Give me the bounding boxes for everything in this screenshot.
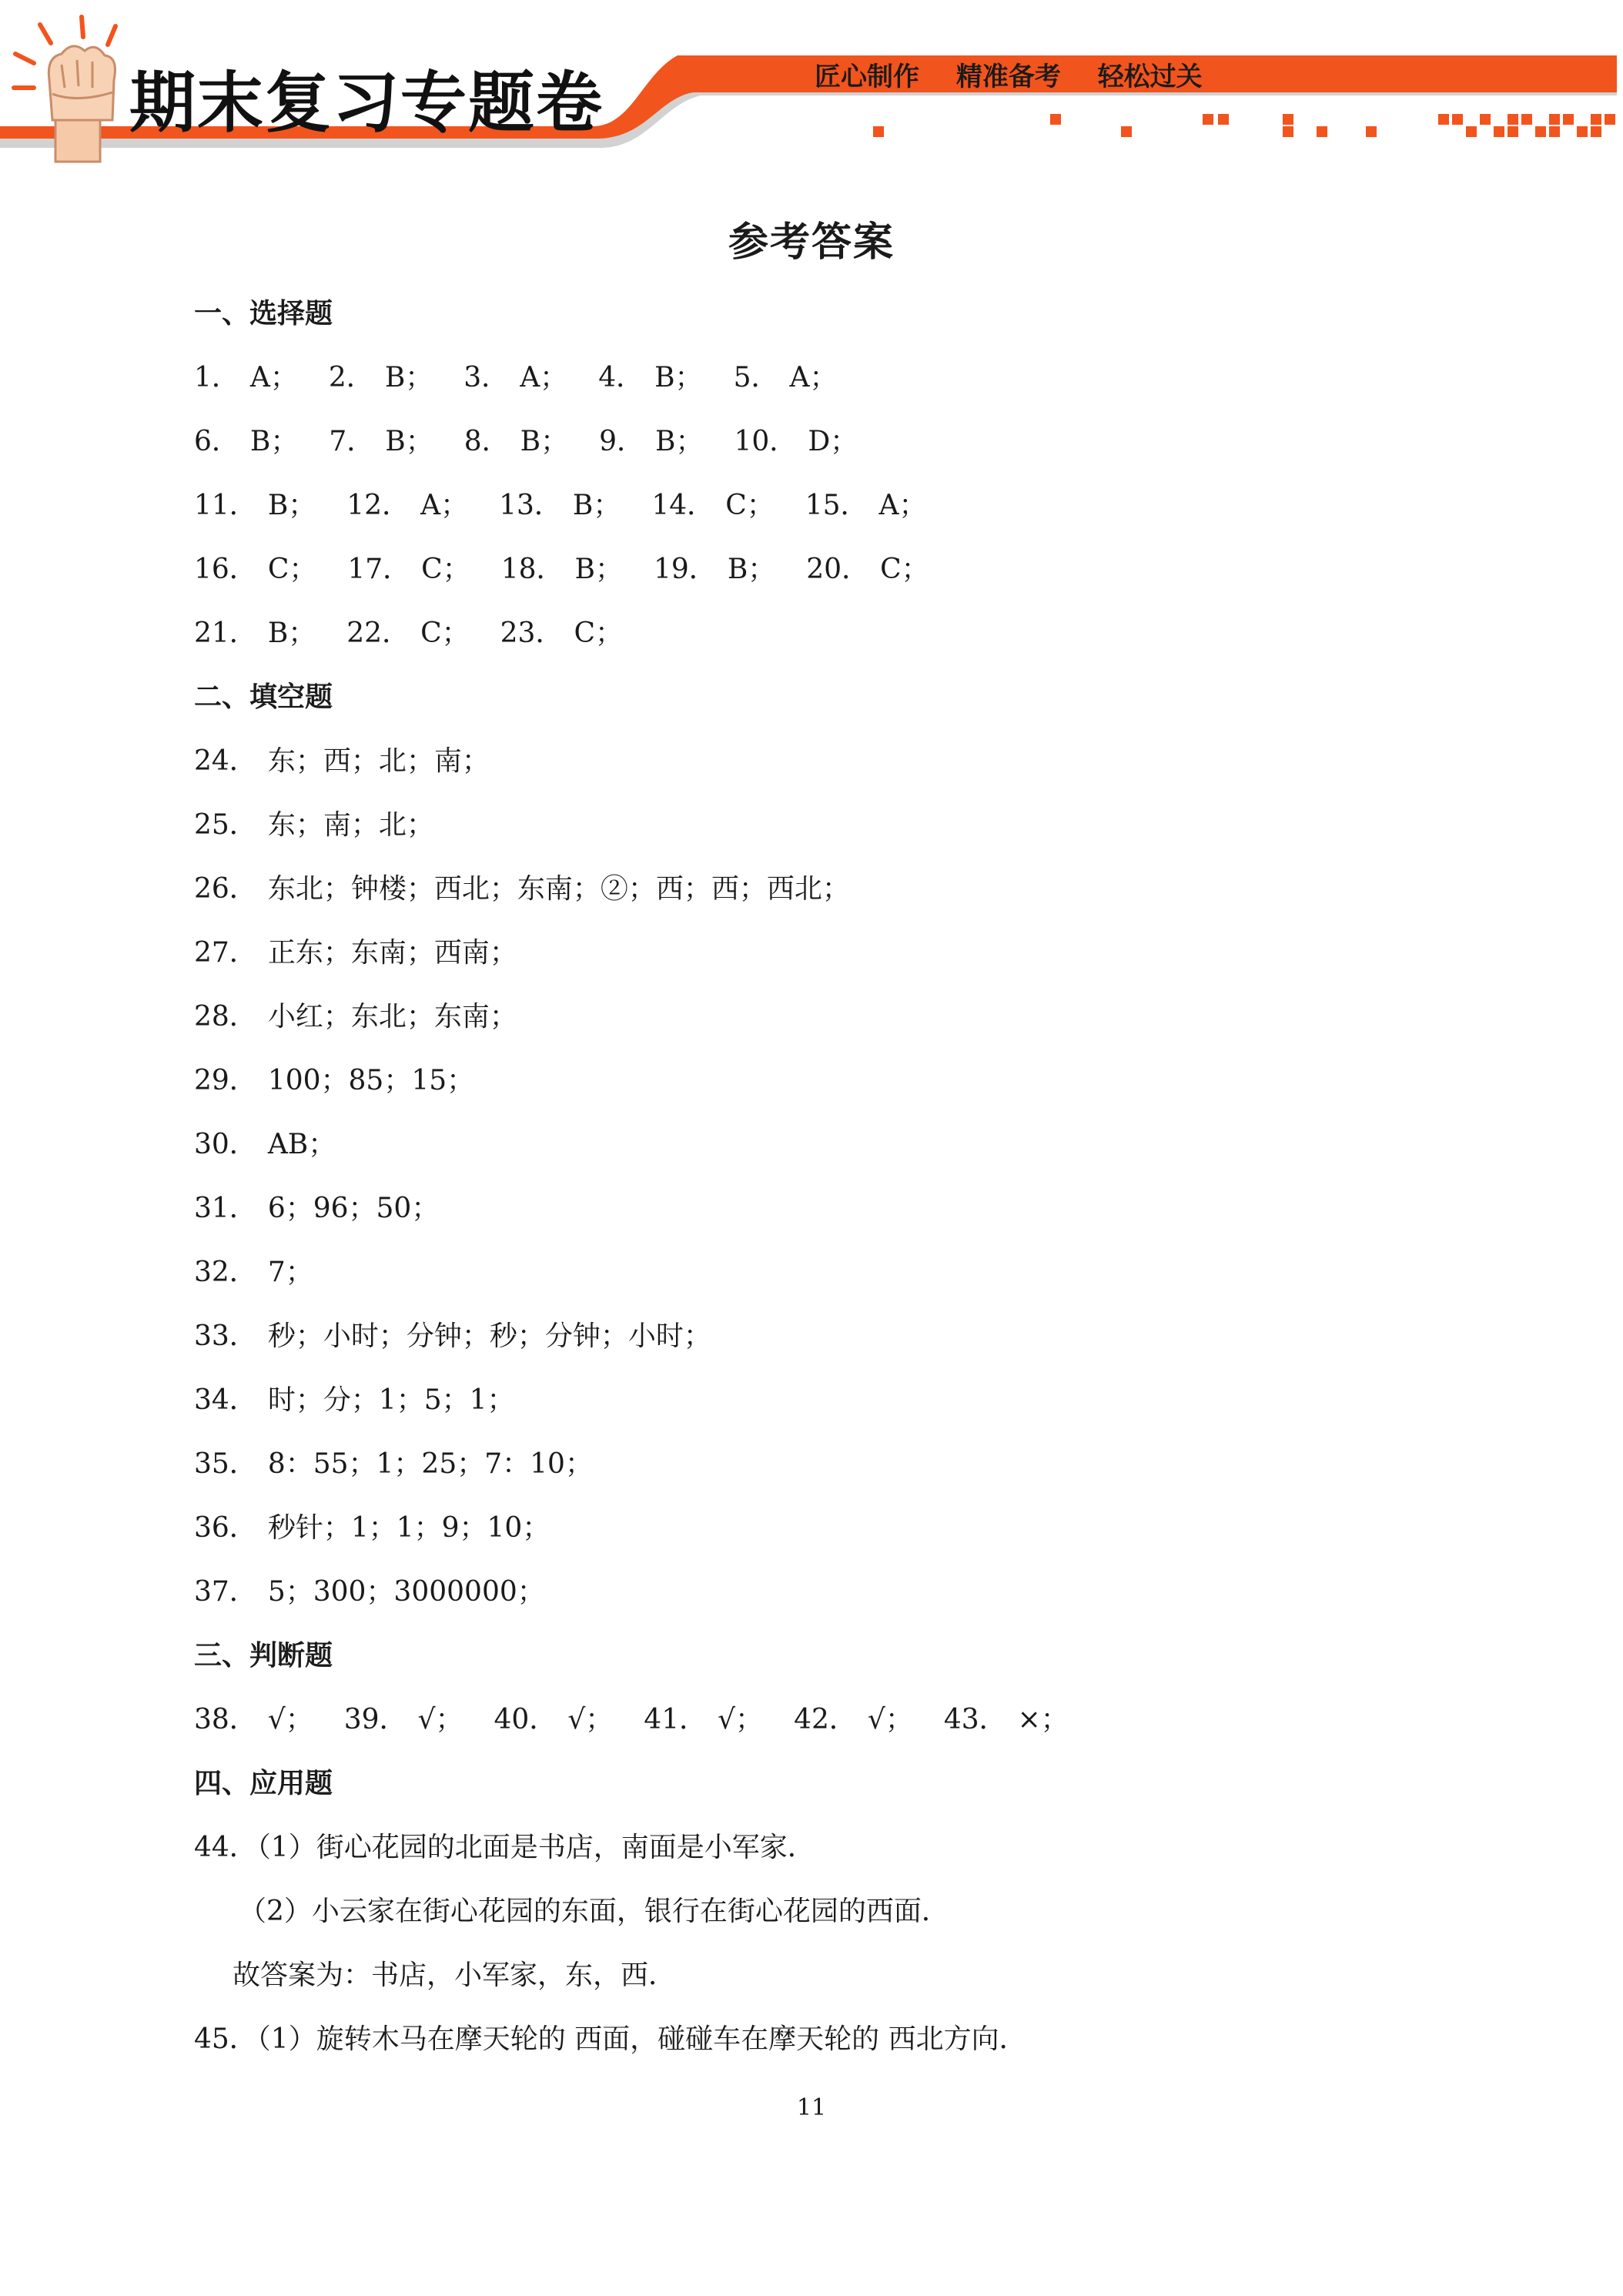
answer-value: D； xyxy=(808,426,858,457)
answer-value: B； xyxy=(520,426,569,457)
answer-item xyxy=(346,484,468,527)
answer-value: 7； xyxy=(267,1257,313,1288)
choice-answers xyxy=(194,356,1503,676)
choice-row xyxy=(194,612,1503,676)
answer-value: 正东；东南；西南； xyxy=(267,937,517,969)
answer-value: A； xyxy=(789,362,838,393)
answer-item xyxy=(734,356,838,400)
brand-title: 期末复习专题卷 xyxy=(129,65,604,142)
fill-row xyxy=(194,1187,1503,1251)
answer-item xyxy=(494,1699,614,1742)
answer-value: B； xyxy=(655,426,704,457)
choice-row xyxy=(194,484,1503,548)
section-heading-judge: 三、判断题 xyxy=(194,1640,333,1672)
answer-value: 时；分；1；5；1； xyxy=(267,1384,515,1416)
answer-item xyxy=(194,612,316,655)
answer-item xyxy=(644,1699,763,1742)
answer-value: √； xyxy=(417,1704,463,1735)
answer-value: B； xyxy=(727,554,776,585)
answer-item xyxy=(194,420,298,464)
question-number: 19． xyxy=(654,554,717,585)
page-header xyxy=(0,0,1623,177)
fill-row xyxy=(194,996,1503,1059)
question-number: 32． xyxy=(194,1257,257,1288)
choice-row xyxy=(194,548,1503,612)
question-number: 10． xyxy=(734,426,798,457)
question-number: 31． xyxy=(194,1193,257,1224)
fill-answers xyxy=(194,740,1503,1635)
answer-value: B； xyxy=(385,426,433,457)
answer-item xyxy=(794,1699,913,1742)
answer-line: 44．（1）街心花园的北面是书店，南面是小军家． xyxy=(194,1832,815,1863)
question-number: 12． xyxy=(346,490,410,521)
fill-row xyxy=(194,1059,1503,1123)
question-number: 3． xyxy=(463,362,510,393)
answer-value: B； xyxy=(654,362,703,393)
question-number: 2． xyxy=(328,362,374,393)
answer-item xyxy=(346,612,469,655)
answer-value: 秒针；1；1；9；10； xyxy=(267,1512,550,1544)
answer-value: 秒；小时；分钟；秒；分钟；小时； xyxy=(267,1320,711,1352)
answer-item xyxy=(344,1699,463,1742)
answer-item xyxy=(599,420,703,464)
answer-value: √； xyxy=(867,1704,913,1735)
question-number: 13． xyxy=(499,490,562,521)
question-number: 40． xyxy=(494,1704,557,1735)
fill-row xyxy=(194,1443,1503,1507)
question-number: 21． xyxy=(194,618,257,649)
choice-row xyxy=(194,420,1503,484)
question-number: 20． xyxy=(806,554,870,585)
question-number: 39． xyxy=(343,1704,407,1735)
question-number: 7． xyxy=(329,426,375,457)
slogan-item: 轻松过关 xyxy=(1097,62,1203,92)
answer-item xyxy=(806,548,929,591)
answer-item xyxy=(651,484,774,527)
question-number: 35． xyxy=(194,1448,257,1480)
question-number: 42． xyxy=(794,1704,857,1735)
answer-value: C； xyxy=(267,554,317,585)
answer-item xyxy=(598,356,702,400)
answer-value: 小红；东北；东南； xyxy=(267,1001,517,1033)
question-number: 9． xyxy=(599,426,645,457)
answer-value: C； xyxy=(880,554,929,585)
section-heading-apply: 四、应用题 xyxy=(194,1768,333,1799)
question-number: 15． xyxy=(805,490,868,521)
answer-item xyxy=(194,548,316,591)
question-number: 41． xyxy=(644,1704,708,1735)
page-number: 11 xyxy=(796,2094,827,2121)
answer-value: A； xyxy=(249,362,298,393)
answer-value: 东；西；北；南； xyxy=(267,745,490,777)
answer-item xyxy=(944,1699,1069,1742)
answer-line: 45．（1）旋转木马在摩天轮的 西面，碰碰车在摩天轮的 西北方向． xyxy=(194,2023,1027,2055)
choice-row xyxy=(194,356,1503,420)
answer-item xyxy=(329,420,433,464)
answer-value: C； xyxy=(725,490,775,521)
answer-value: B； xyxy=(572,490,621,521)
answer-value: C； xyxy=(420,618,470,649)
answer-value: √； xyxy=(267,1704,313,1735)
question-number: 22． xyxy=(346,618,410,649)
fill-row xyxy=(194,1379,1503,1443)
question-number: 27． xyxy=(194,937,257,969)
answer-value: C； xyxy=(421,554,470,585)
question-number: 11． xyxy=(194,490,257,521)
answer-value: √； xyxy=(567,1704,614,1735)
answer-item xyxy=(735,420,858,464)
answer-value: 东；南；北； xyxy=(267,809,434,841)
answer-item xyxy=(463,356,567,400)
answer-item xyxy=(500,612,623,655)
answer-value: B； xyxy=(384,362,433,393)
question-number: 16． xyxy=(194,554,257,585)
section-heading-fill: 二、填空题 xyxy=(194,681,333,713)
document-title: 参考答案 xyxy=(728,219,895,266)
question-number: 26． xyxy=(194,873,257,905)
slogan-item: 匠心制作 xyxy=(815,62,919,92)
answer-value: C； xyxy=(574,618,623,649)
fill-row xyxy=(194,868,1503,932)
answer-item xyxy=(805,484,927,527)
fill-row xyxy=(194,1123,1503,1187)
answer-item xyxy=(501,548,623,591)
question-number: 30． xyxy=(194,1129,257,1160)
answer-value: A； xyxy=(520,362,568,393)
answer-item xyxy=(194,356,298,400)
question-number: 5． xyxy=(733,362,779,393)
answer-content xyxy=(194,293,1503,2082)
answer-item xyxy=(194,1699,313,1742)
question-number: 29． xyxy=(194,1065,257,1096)
answer-value: A； xyxy=(420,490,469,521)
fill-row xyxy=(194,932,1503,996)
question-number: 18． xyxy=(500,554,564,585)
judge-answers xyxy=(194,1699,1503,1762)
fill-row xyxy=(194,740,1503,804)
question-number: 1． xyxy=(194,362,239,393)
slogan-item: 精准备考 xyxy=(955,62,1061,92)
fill-row xyxy=(194,1507,1503,1571)
question-number: 24． xyxy=(194,745,257,777)
answer-item xyxy=(347,548,470,591)
question-number: 37． xyxy=(194,1576,257,1608)
answer-value: A； xyxy=(878,490,927,521)
fill-row xyxy=(194,1251,1503,1315)
answer-value: AB； xyxy=(267,1129,336,1160)
answer-value: B； xyxy=(267,490,316,521)
answer-value: B； xyxy=(267,618,316,649)
question-number: 23． xyxy=(500,618,564,649)
answer-value: 东北；钟楼；西北；东南；②；西；西；西北； xyxy=(267,873,850,905)
answer-item xyxy=(654,548,775,591)
question-number: 17． xyxy=(347,554,411,585)
answer-value: 5；300；3000000； xyxy=(267,1576,545,1608)
answer-value: 8：55；1；25；7：10； xyxy=(267,1448,593,1480)
question-number: 28． xyxy=(194,1001,257,1033)
section-heading-choice: 一、选择题 xyxy=(194,298,333,330)
question-number: 34． xyxy=(194,1384,257,1416)
answer-value: B； xyxy=(249,426,299,457)
answer-value: ×； xyxy=(1017,1704,1069,1735)
question-number: 14． xyxy=(651,490,715,521)
fist-icon xyxy=(38,34,123,165)
fill-row xyxy=(194,1571,1503,1635)
question-number: 36． xyxy=(194,1512,257,1544)
answer-value: B； xyxy=(574,554,623,585)
fill-row xyxy=(194,1315,1503,1379)
question-number: 38． xyxy=(194,1704,257,1735)
answer-value: √； xyxy=(718,1704,764,1735)
answer-line: 故答案为：书店，小军家，东，西． xyxy=(233,1960,677,1991)
question-number: 33． xyxy=(194,1320,257,1352)
question-number: 43． xyxy=(943,1704,1007,1735)
question-number: 6． xyxy=(194,426,239,457)
question-number: 25． xyxy=(194,809,257,841)
answer-line: （2）小云家在街心花园的东面，银行在街心花园的西面． xyxy=(239,1896,949,1927)
question-number: 8． xyxy=(463,426,510,457)
fill-row xyxy=(194,804,1503,868)
question-number: 4． xyxy=(598,362,644,393)
answer-value: 6；96；50； xyxy=(267,1193,440,1224)
answer-item xyxy=(329,356,433,400)
answer-item xyxy=(194,484,316,527)
answer-value: 100；85；15； xyxy=(267,1065,475,1096)
slogan xyxy=(815,55,1230,93)
answer-item xyxy=(499,484,621,527)
answer-item xyxy=(464,420,568,464)
